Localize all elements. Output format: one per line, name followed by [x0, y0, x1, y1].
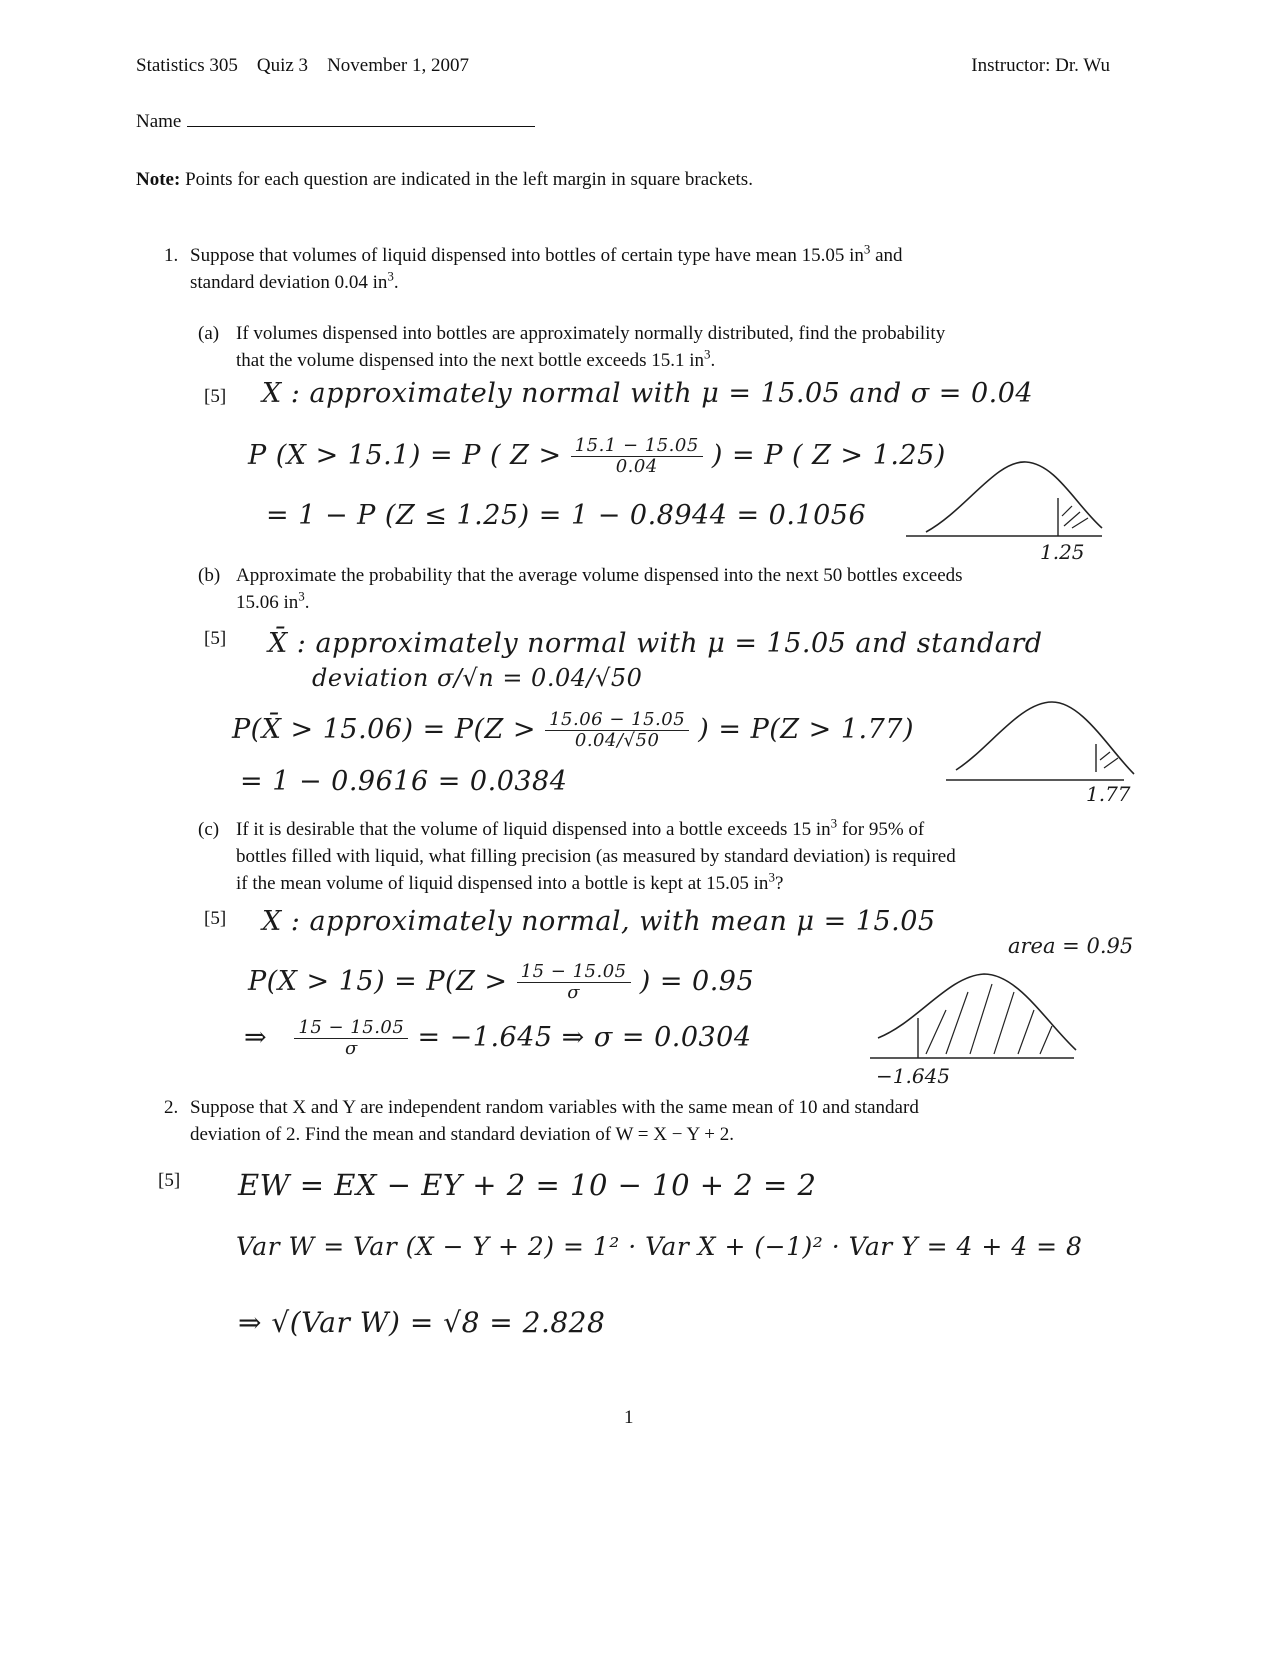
superscript: 3: [768, 869, 775, 885]
q1b-answer-line3: [232, 710, 914, 751]
name-label: Name: [136, 111, 182, 132]
name-field: [136, 108, 535, 135]
q1c-answer-line1: X : approximately normal, with mean μ = 15.05: [262, 906, 936, 937]
q1b-answer-line1: X̄ : approximately normal with μ = 15.05 and standard: [268, 628, 1043, 659]
q1a-fraction: [571, 436, 703, 477]
q1b-ans3-lhs: P(X̄ > 15.06) = P(Z >: [232, 714, 536, 745]
q1c-fraction: [517, 962, 631, 1003]
q1c-ans2-rhs: ) = 0.95: [639, 966, 755, 997]
q1a-line2: that the volume dispensed into the next bottle exceeds 15.1 in: [236, 350, 705, 371]
q1c-area-label: area = 0.95: [1008, 934, 1134, 958]
note-label: Note:: [136, 169, 181, 190]
q1c-ans2-lhs: P(X > 15) = P(Z >: [248, 966, 508, 997]
q1c-normal-curve-sketch: [868, 962, 1088, 1072]
course-title: Statistics 305: [136, 55, 238, 76]
q2-answer-line3: ⇒ √(Var W) = √8 = 2.828: [238, 1306, 606, 1339]
q1c-fraction-2: [294, 1018, 408, 1059]
q1b-curve-label: 1.77: [1086, 782, 1131, 806]
q1a-answer-line3: = 1 − P (Z ≤ 1.25) = 1 − 0.8944 = 0.1056: [266, 500, 867, 531]
q1b-normal-curve-sketch: [940, 692, 1140, 792]
q1c-line3-b: ?: [774, 873, 784, 894]
q1c-line1-a: If it is desirable that the volume of liquid dispensed into a bottle exceeds 15 in: [236, 819, 831, 840]
superscript: 3: [863, 241, 871, 257]
superscript: 3: [830, 815, 838, 831]
q1a-answer-line2: [248, 436, 946, 477]
superscript: 3: [387, 268, 394, 284]
q1a-frac-num: 15.1 − 15.05: [571, 436, 703, 457]
header-course-line: [136, 52, 469, 79]
superscript: 3: [298, 588, 305, 604]
note-text: Points for each question are indicated in the left margin in square brackets.: [185, 169, 753, 190]
q1-text-b: and: [870, 245, 903, 266]
superscript: 3: [704, 346, 711, 362]
q1a-normal-curve-sketch: [906, 450, 1116, 550]
q2-answer-line1: EW = EX − EY + 2 = 10 − 10 + 2 = 2: [238, 1168, 817, 1202]
q1c-frac-den: σ: [567, 982, 581, 1003]
q1b-points: [5]: [204, 628, 227, 649]
q1b-frac-den: 0.04/√50: [574, 730, 660, 751]
q1a-frac-den: 0.04: [615, 456, 658, 477]
q1-text: Suppose that volumes of liquid dispensed into bottles of certain type have mean 15.05 $in^3$ and standard deviation 0.04 $in^3$.: [190, 241, 903, 293]
name-blank-line: [187, 112, 535, 127]
note: [136, 166, 753, 193]
q2-line2: deviation of 2. Find the mean and standard deviation of W = X − Y + 2.: [190, 1124, 734, 1145]
q1b-text: Approximate the probability that the average volume dispensed into the next 50 bottles exceeds 15.06 $in^3$.: [236, 565, 963, 613]
q1c-frac2-num: 15 − 15.05: [294, 1018, 408, 1039]
quiz-title: Quiz 3: [256, 55, 309, 76]
q1c-frac-num: 15 − 15.05: [517, 962, 631, 983]
q1b-ans3-rhs: ) = P(Z > 1.77): [698, 714, 915, 745]
q1a-label: (a): [198, 323, 220, 344]
q1a-ans2-rhs: ) = P ( Z > 1.25): [711, 440, 946, 471]
q1c-points: [5]: [204, 908, 227, 929]
q1c-answer-line3: [244, 1018, 752, 1059]
q1c-answer-line2: [248, 962, 754, 1003]
instructor: Instructor: Dr. Wu: [971, 55, 1110, 76]
quiz-date: November 1, 2007: [327, 55, 470, 76]
implies-arrow-icon: ⇒: [244, 1022, 268, 1053]
q1a-line1: If volumes dispensed into bottles are approximately normally distributed, find the probability: [236, 323, 946, 344]
q1c-line3-a: if the mean volume of liquid dispensed into a bottle is kept at 15.05 in: [236, 873, 769, 894]
q1c-line1-b: for 95% of: [837, 819, 925, 840]
q1b-fraction: [545, 710, 689, 751]
q1a-answer-line1: X : approximately normal with μ = 15.05 and σ = 0.04: [262, 378, 1034, 409]
q1a-ans2-lhs: P (X > 15.1) = P ( Z >: [248, 440, 562, 471]
q1-text-a: Suppose that volumes of liquid dispensed into bottles of certain type have mean 15.05 in: [190, 245, 864, 266]
q1b-answer-line4: = 1 − 0.9616 = 0.0384: [240, 766, 568, 797]
q1b-line2: 15.06 in: [236, 592, 299, 613]
q1c-line2: bottles filled with liquid, what filling precision (as measured by standard deviation) is required: [236, 846, 956, 867]
q1b-frac-num: 15.06 − 15.05: [545, 710, 689, 731]
q2-number: 2.: [164, 1097, 179, 1118]
q2-answer-line2: Var W = Var (X − Y + 2) = 1² · Var X + (−1)² · Var Y = 4 + 4 = 8: [236, 1232, 1083, 1261]
q1a-points: [5]: [204, 386, 227, 407]
q1-text-c: standard deviation 0.04 in: [190, 272, 388, 293]
q1a-curve-label: 1.25: [1040, 540, 1085, 564]
q1c-curve-label: −1.645: [876, 1064, 951, 1088]
q1c-ans3-rhs: = −1.645 ⇒ σ = 0.0304: [417, 1022, 752, 1053]
q2-line1: Suppose that X and Y are independent random variables with the same mean of 10 and standard: [190, 1097, 919, 1118]
q1b-answer-line2: deviation σ/√n = 0.04/√50: [312, 664, 643, 692]
q1b-label: (b): [198, 565, 221, 586]
page-number: 1: [624, 1407, 634, 1428]
q1c-frac2-den: σ: [344, 1038, 358, 1059]
q2-text: [190, 1094, 1120, 1148]
q2-points: [5]: [158, 1170, 181, 1191]
q1-number: 1.: [164, 245, 179, 266]
q1a-text: If volumes dispensed into bottles are approximately normally distributed, find the probability that the volume dispensed into the next bottle exceeds 15.1 $in^3$.: [236, 323, 946, 371]
q1b-line1: Approximate the probability that the average volume dispensed into the next 50 bottles exceeds: [236, 565, 963, 586]
q1c-text: [236, 816, 1126, 897]
q1c-label: (c): [198, 819, 220, 840]
